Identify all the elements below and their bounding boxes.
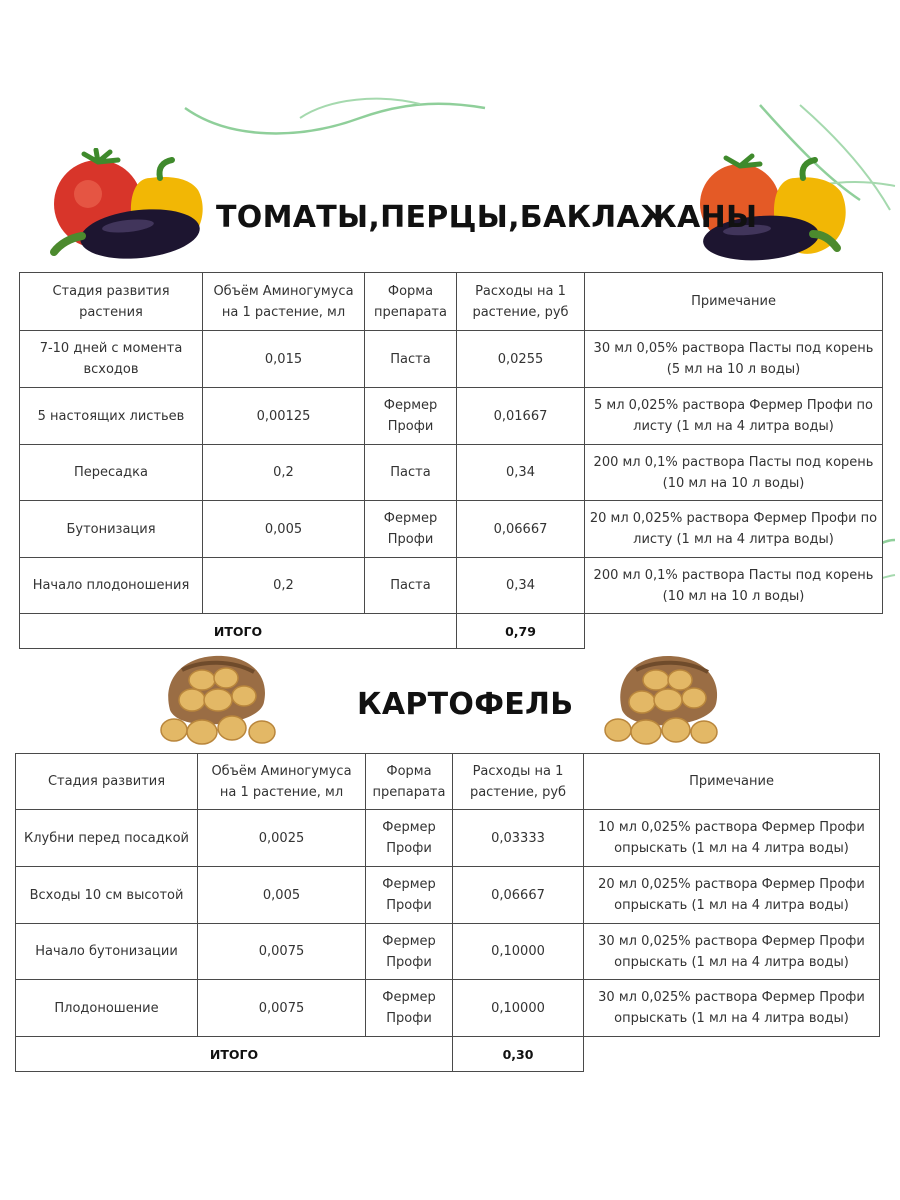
form-cell: Фермер Профи: [366, 980, 453, 1037]
volume-cell: 0,005: [203, 501, 365, 558]
form-cell: Фермер Профи: [366, 867, 453, 924]
empty-cell: [584, 1037, 880, 1072]
note-cell: 30 мл 0,025% раствора Фермер Профи опрыскать (1 мл на 4 литра воды): [584, 980, 880, 1037]
note-cell: 20 мл 0,025% раствора Фермер Профи опрыскать (1 мл на 4 литра воды): [584, 867, 880, 924]
cost-cell: 0,03333: [453, 810, 584, 867]
volume-cell: 0,2: [203, 445, 365, 501]
table-row: [20, 501, 883, 558]
volume-cell: 0,0075: [198, 980, 366, 1037]
cost-cell: 0,06667: [453, 867, 584, 924]
note-cell: 5 мл 0,025% раствора Фермер Профи по листу (1 мл на 4 литра воды): [585, 388, 883, 445]
form-cell: Фермер Профи: [366, 810, 453, 867]
note-cell: 20 мл 0,025% раствора Фермер Профи по листу (1 мл на 4 литра воды): [585, 501, 883, 558]
stage-cell: Начало бутонизации: [16, 924, 198, 980]
vegetables-illustration: [40, 148, 212, 266]
volume-cell: 0,015: [203, 331, 365, 388]
cost-cell: 0,06667: [457, 501, 585, 558]
stage-cell: Бутонизация: [20, 501, 203, 558]
stage-cell: 7-10 дней с момента всходов: [20, 331, 203, 388]
total-label: ИТОГО: [16, 1037, 453, 1072]
volume-cell: 0,005: [198, 867, 366, 924]
volume-cell: 0,0075: [198, 924, 366, 980]
section-title: КАРТОФЕЛЬ: [357, 687, 574, 722]
table-row: [20, 445, 883, 501]
header-cell: Примечание: [584, 754, 880, 810]
cost-cell: 0,01667: [457, 388, 585, 445]
note-cell: 10 мл 0,025% раствора Фермер Профи опрыскать (1 мл на 4 литра воды): [584, 810, 880, 867]
header-cell: Стадия развития растения: [20, 273, 203, 331]
table-row: [20, 331, 883, 388]
note-cell: 200 мл 0,1% раствора Пасты под корень (10 мл на 10 л воды): [585, 558, 883, 614]
stage-cell: Всходы 10 см высотой: [16, 867, 198, 924]
table-header-row: [16, 754, 880, 810]
cost-cell: 0,34: [457, 445, 585, 501]
empty-cell: [585, 614, 883, 649]
volume-cell: 0,0025: [198, 810, 366, 867]
table-row: [20, 388, 883, 445]
header-cell: Стадия развития: [16, 754, 198, 810]
total-row: [20, 614, 883, 649]
table-row: [20, 558, 883, 614]
total-value: 0,30: [453, 1037, 584, 1072]
note-cell: 30 мл 0,05% раствора Пасты под корень (5 мл на 10 л воды): [585, 331, 883, 388]
header-cell: Расходы на 1 растение, руб: [453, 754, 584, 810]
form-cell: Паста: [365, 445, 457, 501]
note-cell: 200 мл 0,1% раствора Пасты под корень (10 мл на 10 л воды): [585, 445, 883, 501]
header-cell: Расходы на 1 растение, руб: [457, 273, 585, 331]
form-cell: Фермер Профи: [365, 501, 457, 558]
volume-cell: 0,00125: [203, 388, 365, 445]
header-cell: Форма препарата: [365, 273, 457, 331]
potato-sack-illustration: [598, 650, 736, 752]
total-label: ИТОГО: [20, 614, 457, 649]
cost-cell: 0,10000: [453, 924, 584, 980]
section-title: ТОМАТЫ,ПЕРЦЫ,БАКЛАЖАНЫ: [216, 200, 758, 235]
stage-cell: Клубни перед посадкой: [16, 810, 198, 867]
form-cell: Фермер Профи: [366, 924, 453, 980]
volume-cell: 0,2: [203, 558, 365, 614]
cost-cell: 0,10000: [453, 980, 584, 1037]
total-row: [16, 1037, 880, 1072]
table-row: [16, 980, 880, 1037]
header-cell: Объём Аминогумуса на 1 растение, мл: [203, 273, 365, 331]
note-cell: 30 мл 0,025% раствора Фермер Профи опрыскать (1 мл на 4 литра воды): [584, 924, 880, 980]
fertilizer-table: [15, 753, 880, 1072]
stage-cell: Начало плодоношения: [20, 558, 203, 614]
total-value: 0,79: [457, 614, 585, 649]
cost-cell: 0,0255: [457, 331, 585, 388]
table-row: [16, 924, 880, 980]
stage-cell: Пересадка: [20, 445, 203, 501]
potato-sack-illustration: [152, 650, 287, 752]
header-cell: Объём Аминогумуса на 1 растение, мл: [198, 754, 366, 810]
form-cell: Паста: [365, 331, 457, 388]
form-cell: Фермер Профи: [365, 388, 457, 445]
cost-cell: 0,34: [457, 558, 585, 614]
form-cell: Паста: [365, 558, 457, 614]
table-row: [16, 810, 880, 867]
header-cell: Примечание: [585, 273, 883, 331]
stage-cell: 5 настоящих листьев: [20, 388, 203, 445]
stage-cell: Плодоношение: [16, 980, 198, 1037]
fertilizer-table: [19, 272, 883, 649]
table-header-row: [20, 273, 883, 331]
header-cell: Форма препарата: [366, 754, 453, 810]
table-row: [16, 867, 880, 924]
